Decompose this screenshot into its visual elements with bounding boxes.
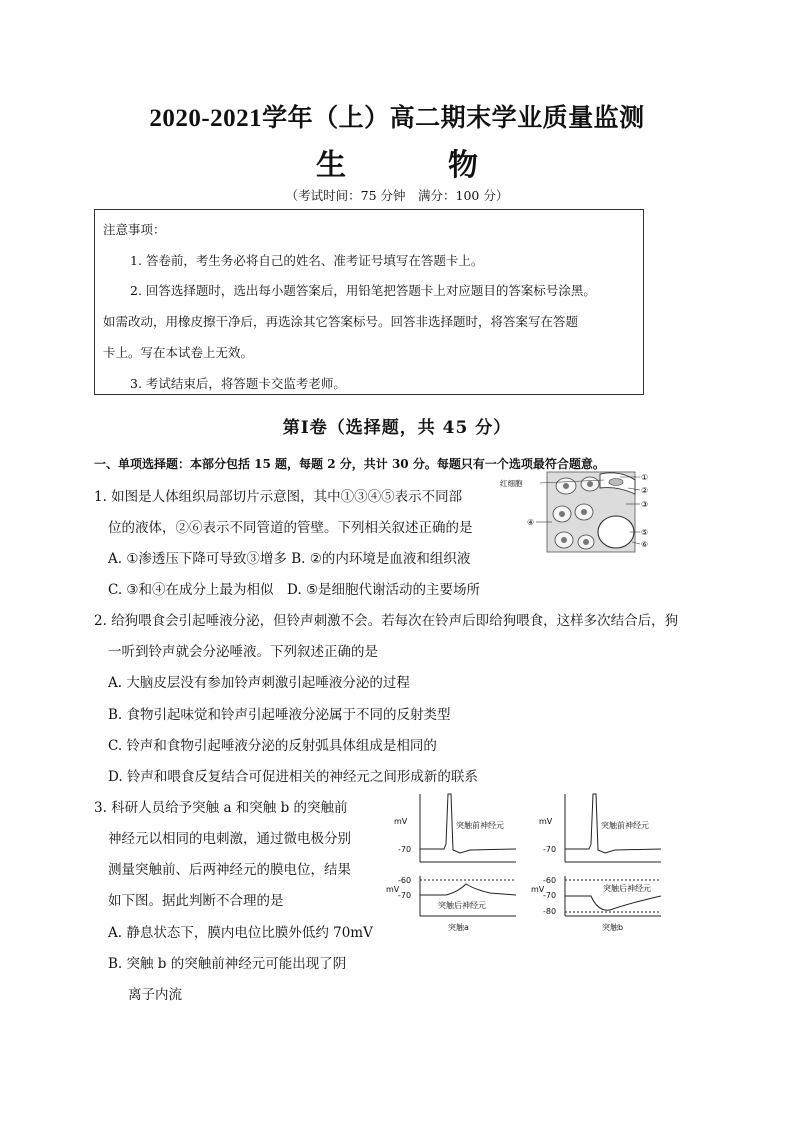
tissue-slice-figure <box>500 468 660 560</box>
label-a-post: 突触后神经元 <box>438 901 486 910</box>
subject-title: 生 物 <box>316 148 514 183</box>
q1-stem-line2: 位的液体，②⑥表示不同管道的管壁。下列相关叙述正确的是 <box>108 520 473 536</box>
q3-stem-line4: 如下图。据此判断不合理的是 <box>108 893 284 909</box>
marker-4: ④ <box>527 518 535 527</box>
tick-a-post-m60: -60 <box>398 876 412 885</box>
tick-b-pre-m70: -70 <box>543 845 557 854</box>
notice-item-2-line3: 卡上。写在本试卷上无效。 <box>103 345 254 360</box>
q3-option-b-line1: B. 突触 b 的突触前神经元可能出现了阴 <box>108 956 347 972</box>
tick-a-pre-m70: -70 <box>398 845 412 854</box>
label-b-pre: 突触前神经元 <box>601 821 649 830</box>
q3-option-a: A. 静息状态下，膜内电位比膜外低约 70mV <box>108 925 373 941</box>
caption-a: 突触a <box>448 923 469 932</box>
tick-b-post-m70: -70 <box>543 891 557 900</box>
notice-item-3: 3. 考试结束后，将答题卡交监考老师。 <box>130 376 346 391</box>
unit-a-post: mV <box>386 885 400 894</box>
q2-option-d: D. 铃声和喂食反复结合可促进相关的神经元之间形成新的联系 <box>108 769 478 785</box>
label-b-post: 突触后神经元 <box>603 884 651 893</box>
marker-5: ⑤ <box>641 528 649 537</box>
unit-b-post: mV <box>531 885 545 894</box>
q3-stem-line1: 3. 科研人员给予突触 a 和突触 b 的突触前 <box>94 800 348 816</box>
caption-b: 突触b <box>602 923 624 932</box>
rbc-label: 红细胞 <box>500 479 523 488</box>
q1-stem-line1: 1. 如图是人体组织局部切片示意图，其中①③④⑤表示不同部 <box>94 489 463 505</box>
tick-a-post-m70: -70 <box>398 891 412 900</box>
notice-item-2-line2: 如需改动，用橡皮擦干净后，再选涂其它答案标号。回答非选择题时，将答案写在答题 <box>103 314 579 329</box>
notice-heading: 注意事项： <box>103 222 166 237</box>
exam-title: 2020-2021学年（上）高二期末学业质量监测 <box>149 105 645 132</box>
marker-2: ② <box>641 486 649 495</box>
unit-b-pre: mV <box>539 817 553 826</box>
q2-stem-line1: 2. 给狗喂食会引起唾液分泌，但铃声刺激不会。若每次在铃声后即给狗喂食，这样多次结合后，狗 <box>94 613 679 629</box>
q1-options-ab: A. ①渗透压下降可导致③增多 B. ②的内环境是血液和组织液 <box>108 551 471 567</box>
label-a-pre: 突触前神经元 <box>456 821 504 830</box>
q3-stem-line3: 测量突触前、后两神经元的膜电位，结果 <box>108 862 351 878</box>
q1-options-cd: C. ③和④在成分上最为相似 D. ⑤是细胞代谢活动的主要场所 <box>108 582 481 598</box>
section-instruction: 一、单项选择题：本部分包括 15 题，每题 2 分，共计 30 分。每题只有一个选项最符合题意。 <box>94 457 605 471</box>
q3-option-b-line2: 离子内流 <box>128 987 182 1003</box>
exam-info: （考试时间：75 分钟 满分：100 分） <box>285 188 509 203</box>
notice-box <box>94 209 644 395</box>
q2-option-b: B. 食物引起味觉和铃声引起唾液分泌属于不同的反射类型 <box>108 707 451 723</box>
q2-stem-line2: 一听到铃声就会分泌唾液。下列叙述正确的是 <box>108 644 378 660</box>
tick-b-post-m60: -60 <box>543 876 557 885</box>
notice-item-1: 1. 答卷前，考生务必将自己的姓名、准考证号填写在答题卡上。 <box>130 253 484 268</box>
q2-option-c: C. 铃声和食物引起唾液分泌的反射弧具体组成是相同的 <box>108 738 437 754</box>
q2-option-a: A. 大脑皮层没有参加铃声刺激引起唾液分泌的过程 <box>108 675 410 691</box>
q3-stem-line2: 神经元以相同的电刺激，通过微电极分别 <box>108 831 351 847</box>
tick-b-post-m80: -80 <box>543 907 557 916</box>
marker-6: ⑥ <box>641 540 649 549</box>
section-heading: 第Ⅰ卷（选择题，共 45 分） <box>282 418 512 438</box>
notice-item-2-line1: 2. 回答选择题时，选出每小题答案后，用铅笔把答题卡上对应题目的答案标号涂黑。 <box>130 283 596 298</box>
marker-3: ③ <box>641 500 649 509</box>
marker-1: ① <box>641 473 649 482</box>
unit-a-pre: mV <box>394 817 408 826</box>
membrane-potential-figure <box>380 790 680 932</box>
